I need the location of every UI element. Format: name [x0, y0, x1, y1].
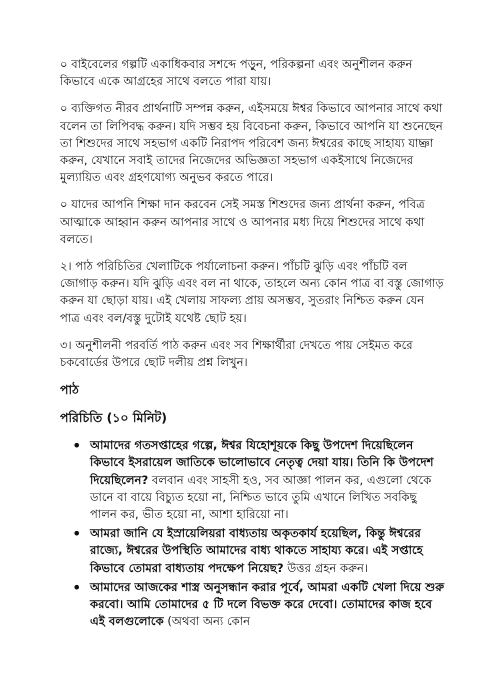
bullet-icon: • — [72, 577, 82, 597]
bullet-list — [60, 437, 447, 630]
subsection-heading: পরিচিতি (১০ মিনিট) — [60, 410, 167, 426]
section-heading: পাঠ — [60, 382, 79, 398]
bullet-icon: • — [72, 436, 82, 456]
bullet-icon: • — [72, 524, 82, 544]
bullet-normal-text: উত্তর গ্রহন করুন। — [283, 560, 369, 575]
paragraph-pray-for-children: ০ যাদের আপনি শিক্ষা দান করবেন সেই সমস্ত শিশুদের জন্য প্রার্থনা করুন, পবিত্র আত্মাকে আহ্বান করুন আপনার সাথে ও আপনার মধ্য দিয়ে শিশুদের সাথে কথা বলতে। — [60, 197, 425, 246]
bullet-normal-text: বলবান এবং সাহসী হও, সব আজ্ঞা পালন কর, এগুলো থেকে ডানে বা বায়ে বিচ্যুত হয়ো না, নিশ্চিত ভাবে তুমি এখানে লিখিত সবকিছু পালন কর, ভীত হয়ো না, আশা হারিয়ো না। — [90, 472, 432, 522]
bullet-bold-text: আমরা জানি যে ইস্রায়েলিয়রা বাধ্যতায় অকৃতকার্য হয়েছিল, কিন্তু ঈশ্বরের রাজ্যে, ঈশ্বরের উপস্থিতি আমাদের বাধ্য থাকতে সাহায্য করে। এই সপ্তাহে কিভাবে তোমরা বাধ্যতায় পদক্ষেপ নিয়েছ? — [90, 526, 423, 575]
paragraph-review-game: ২। পাঠ পরিচিতির খেলাটিকে পর্যালোচনা করুন। পাঁচটি ঝুড়ি এবং পাঁচটি বল জোগাড় করুন। যদি ঝুড়ি এবং বল না থাকে, তাহলে অন্য কোন পাত্র বা বস্তু জোগাড় করুন যা ছোড়া যায়। এই খেলায় সাফল্য প্রায় অসম্ভব, সুতরাং নিশ্চিত করুন যেন পাত্র এবং বল/বস্তু দুটোই যথেষ্ট ছোট হয়। — [60, 259, 444, 325]
paragraph-read-story: ০ বাইবেলের গল্পটি একাধিকবার সশব্দে পড়ুন, পরিকল্পনা এবং অনুশীলন করুন কিভাবে একে আগ্রহের সাথে বলতে পারা যায়। — [60, 57, 413, 89]
list-item — [72, 524, 447, 577]
paragraph-practice-lesson: ৩। অনুশীলনী পরবর্তি পাঠ করুন এবং সব শিক্ষার্থীরা দেখতে পায় সেইমত করে চকবোর্ডের উপরে ছোট দলীয় প্রশ্ন লিখুন। — [60, 337, 413, 370]
bullet-normal-text: (অথবা অন্য কোন — [163, 614, 251, 629]
list-item — [72, 436, 447, 523]
bullet-bold-text: আমাদের গতসপ্তাহের গল্পে, ঈশ্বর যিহোশূয়কে কিছু উপদেশ দিয়েছিলেন কিভাবে ইসরায়েল জাতিকে ভালোভাবে নেতৃত্ব দেয়া যায়। তিনি কি উপদেশ দিয়েছিলেন? — [90, 438, 434, 487]
bullet-bold-text: আমাদের আজকের শাস্ত্র অনুসন্ধান করার পূর্বে, আমরা একটি খেলা দিয়ে শুরু করবো। আমি তোমাদের ৫ টি দলে বিভক্ত করে দেবো। তোমাদের কাজ হবে এই বলগুলোকে — [90, 579, 445, 629]
list-item — [72, 577, 447, 631]
paragraph-silent-prayer: ০ ব্যক্তিগত নীরব প্রার্থনাটি সম্পন্ন করুন, এইসময়ে ঈশ্বর কিভাবে আপনার সাথে কথা বলেন তা লিপিবদ্ধ করুন। যদি সম্ভব হয় বিবেচনা করুন, কিভাবে আপনি যা শুনেছেন তা শিশুদের সাথে সহভাগ একটি নিরাপদ পরিবেশ জন্য ঈশ্বরের কাছে সাহায্য যাচ্ঞা করুন, যেখানে সবাই তাদের নিজেদের অভিজ্ঞতা সহভাগ একইসাথে নিজেদের মুল্যায়িত এবং গ্রহণযোগ্য অনুভব করতে পারে। — [60, 101, 443, 185]
